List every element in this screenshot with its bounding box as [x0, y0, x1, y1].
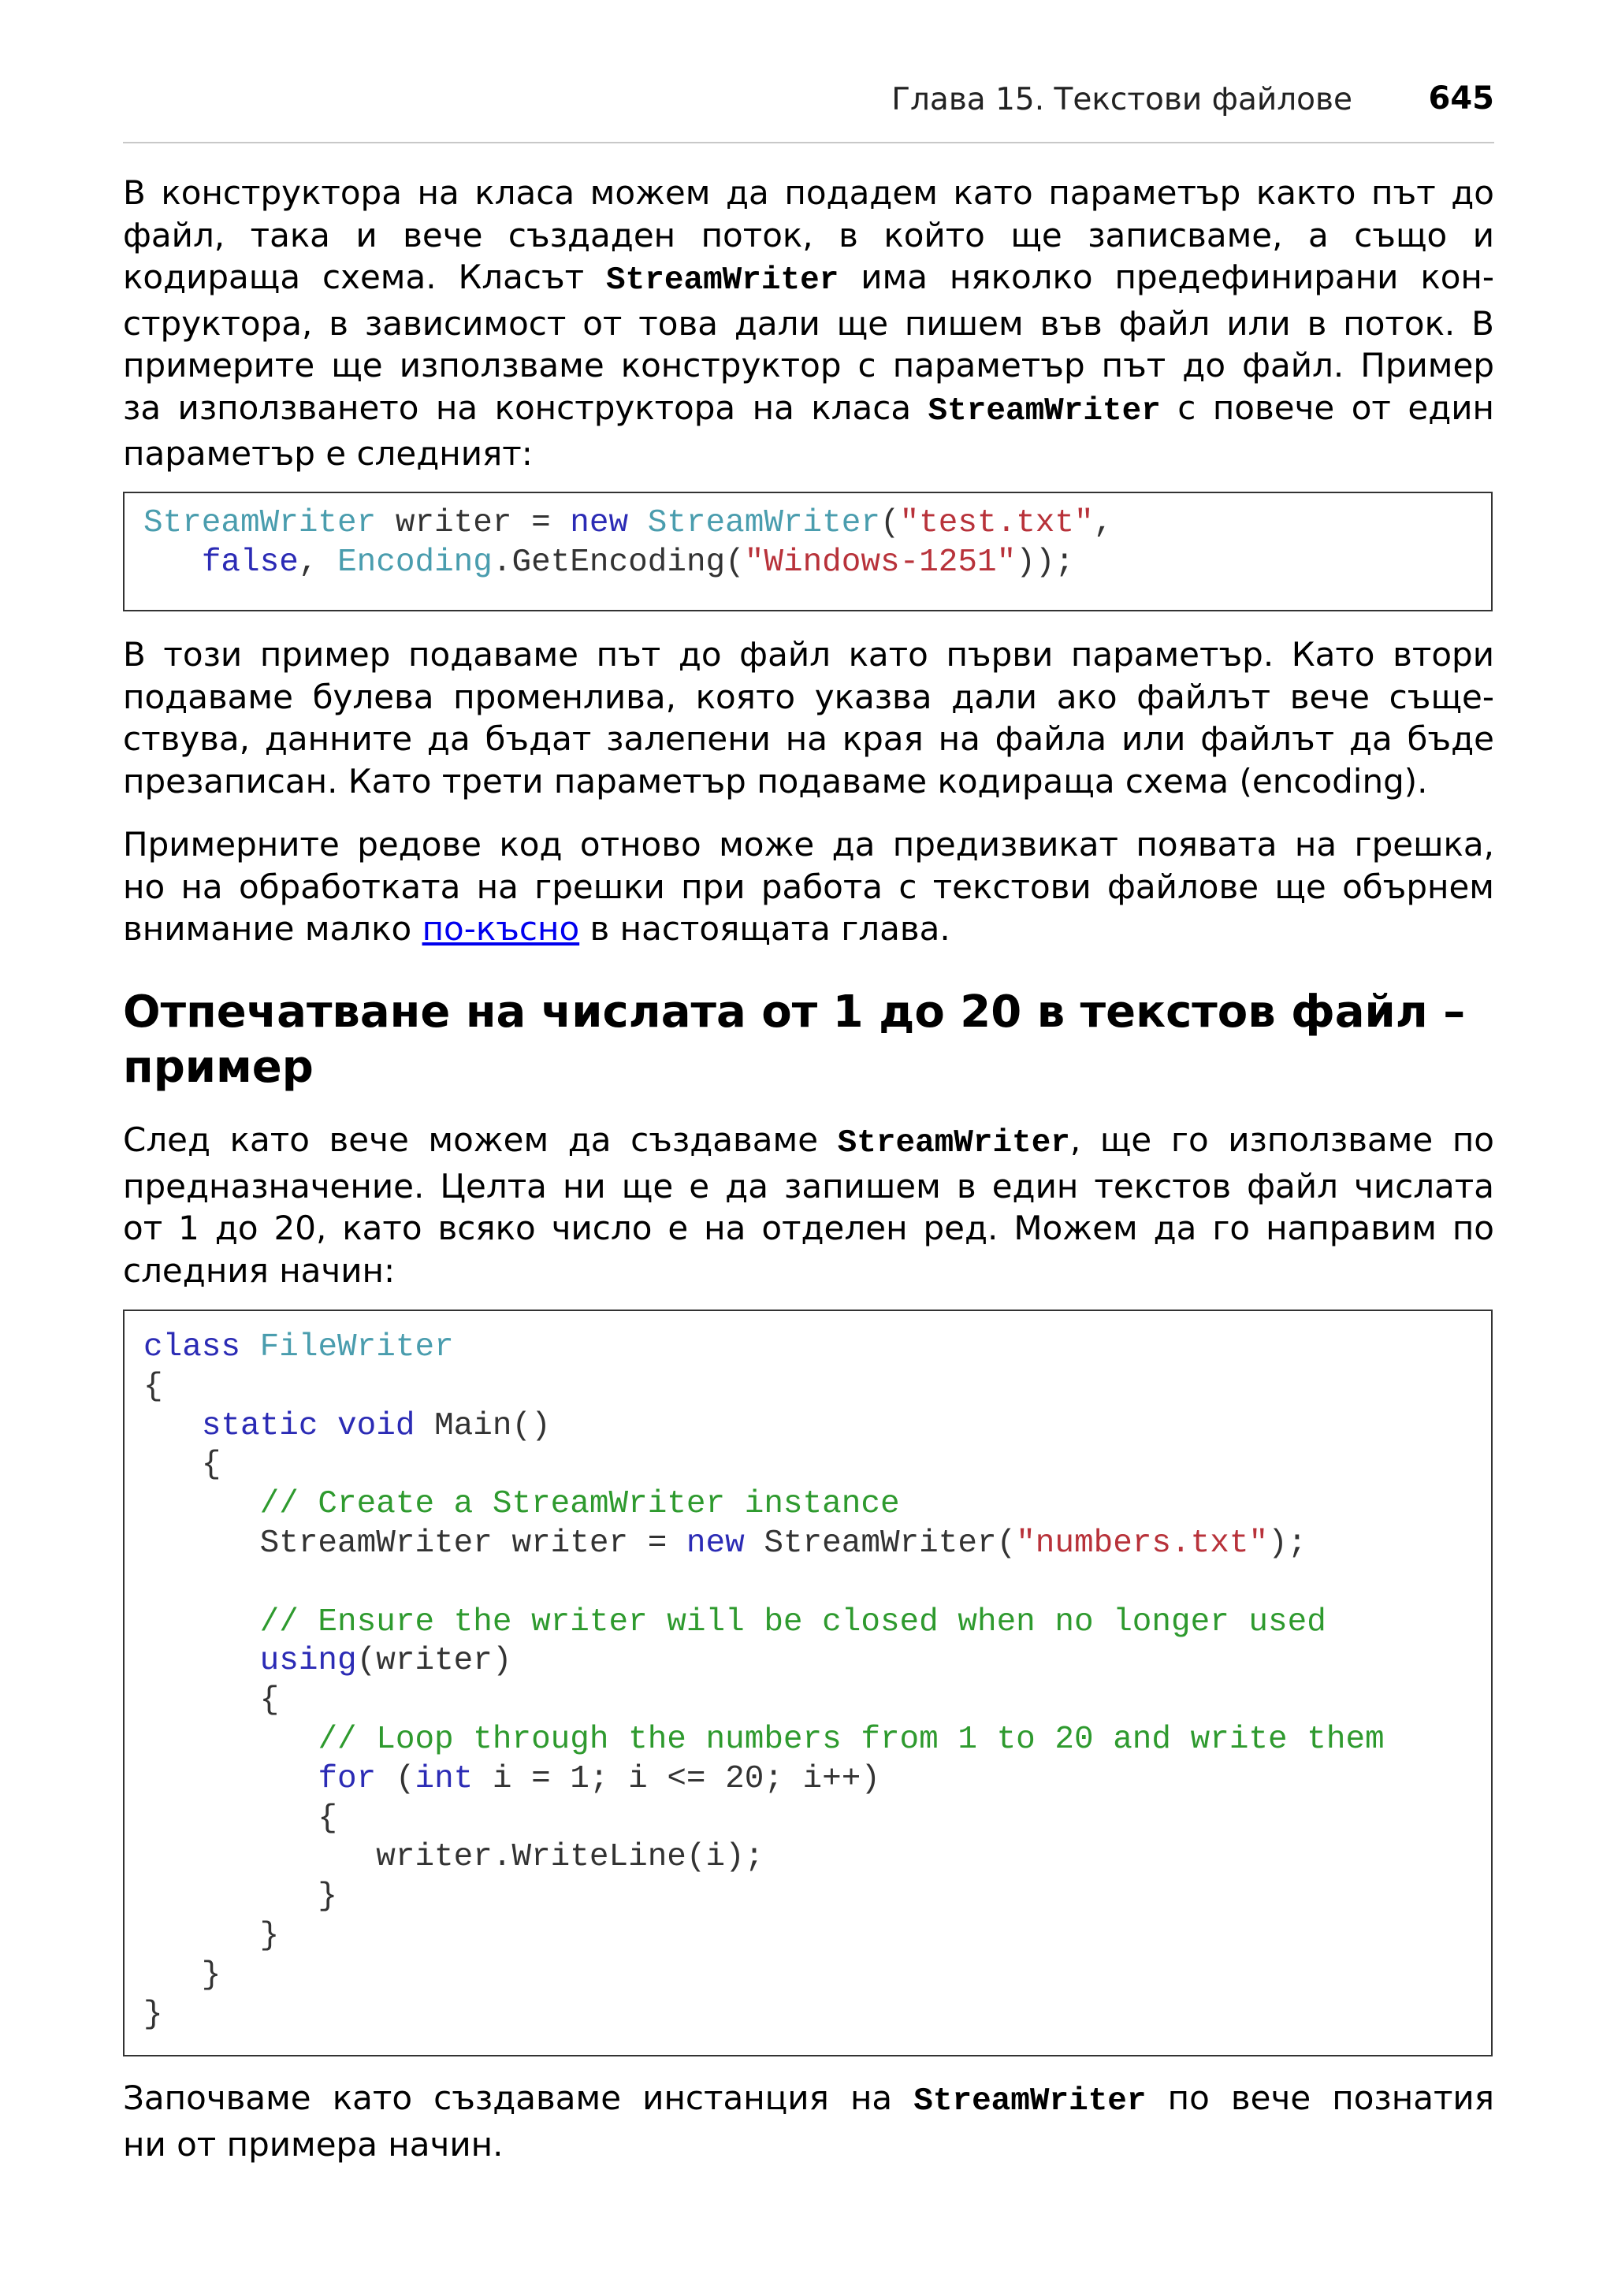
code-token: StreamWriter: [647, 505, 880, 541]
code-token: [240, 1329, 260, 1365]
text-line: ни от примера начин.: [123, 2124, 504, 2164]
code-token: using: [259, 1643, 357, 1680]
code-token: [628, 505, 648, 541]
code-token: [143, 1486, 260, 1522]
paragraph-example-explanation: [123, 633, 1494, 802]
chapter-title: Глава 15. Текстови файлове: [891, 82, 1352, 117]
code-token: Main(): [415, 1407, 551, 1444]
paragraph-constructor-intro: [123, 172, 1494, 475]
code-token: (: [376, 1760, 415, 1797]
later-section-link[interactable]: по-късно: [422, 909, 580, 948]
text-fragment: за използването на конструктора на класа: [123, 388, 928, 427]
paragraph-error-note: [123, 823, 1494, 950]
code-token: "test.txt": [899, 505, 1094, 541]
code-token: ));: [1016, 544, 1075, 581]
code-listing: [125, 493, 1491, 583]
code-token: StreamWriter: [143, 505, 377, 541]
paragraph-instance-note: [123, 2077, 1494, 2165]
code-token: }: [143, 1996, 163, 2033]
text-line: В конструктора на класа можем да подадем като параметър както път до: [123, 173, 1494, 212]
paragraph-filewriter-intro: [123, 1119, 1494, 1291]
code-token: .GetEncoding(: [492, 544, 745, 581]
code-token: }: [143, 1956, 221, 1993]
text-fragment: има няколко предефинирани кон-: [839, 258, 1495, 296]
code-token: (writer): [356, 1643, 512, 1680]
code-token: );: [1268, 1525, 1307, 1562]
text-line: параметър е следният:: [123, 434, 533, 473]
inline-code: StreamWriter: [928, 392, 1161, 429]
code-token: static: [201, 1407, 318, 1444]
text-line: от 1 до 20, като всяко число е на отделен ред. Можем да го направим по: [123, 1209, 1494, 1247]
page-number: 645: [1428, 80, 1494, 117]
text-line: файл, така и вече създаден поток, в който ще записваме, а също и: [123, 215, 1494, 254]
code-token: [143, 1722, 318, 1758]
code-token: "Windows-1251": [744, 544, 1017, 581]
text-line: Примерните редове код отново може да предизвикат появата на грешка,: [123, 825, 1494, 864]
code-token: }: [143, 1878, 338, 1915]
text-line: [123, 256, 1494, 303]
code-token: Encoding: [337, 544, 493, 581]
text-line: презаписан. Като трети параметър подаваме кодираща схема (encoding).: [123, 761, 1428, 801]
section-heading: [123, 985, 1494, 1095]
inline-code: StreamWriter: [606, 262, 839, 299]
text-line: [123, 2077, 1494, 2123]
text-line: В този пример подаваме път до файл като първи параметър. Като втори: [123, 635, 1494, 674]
text-fragment: по вече познатия: [1146, 2079, 1494, 2117]
code-token: ,: [1093, 505, 1114, 541]
code-token: FileWriter: [259, 1329, 454, 1365]
text-fragment: внимание малко: [123, 909, 422, 948]
code-token: // Create a StreamWriter instance: [259, 1486, 900, 1523]
code-token: (: [880, 505, 900, 541]
code-token: int: [415, 1760, 474, 1797]
code-token: // Ensure the writer will be closed when no longer used: [259, 1603, 1326, 1640]
code-token: void: [337, 1407, 415, 1444]
code-token: [143, 1761, 318, 1797]
text-line: но на обработката на грешки при работа с текстови файлове ще обърнем: [123, 867, 1494, 906]
inline-code: StreamWriter: [837, 1125, 1070, 1161]
code-token: i = 1; i <= 20; i++): [473, 1760, 880, 1797]
code-token: [143, 1408, 202, 1444]
text-fragment: с повече от един: [1160, 388, 1494, 427]
code-token: new: [570, 505, 629, 541]
heading-line: Отпечатване на числата от 1 до 20 в текстов файл –: [123, 986, 1466, 1038]
code-token: }: [143, 1917, 280, 1954]
text-line: [123, 1119, 1494, 1165]
text-fragment: , ще го използваме по: [1069, 1120, 1494, 1159]
code-token: ,: [298, 544, 338, 581]
code-token: new: [686, 1525, 745, 1562]
code-token: // Loop through the numbers from 1 to 20 and write them: [318, 1721, 1385, 1758]
inline-code: StreamWriter: [913, 2083, 1147, 2120]
code-token: StreamWriter(: [744, 1525, 1017, 1562]
code-token: for: [318, 1760, 377, 1797]
code-token: [318, 1408, 337, 1444]
text-line: предназначение. Целта ни ще е да запишем в един текстов файл числата: [123, 1166, 1494, 1206]
code-token: false: [201, 544, 299, 581]
code-block-constructor: [123, 492, 1493, 611]
text-fragment: в настоящата глава.: [579, 909, 950, 948]
code-token: {: [143, 1682, 280, 1719]
text-line: примерите ще използваме конструктор с параметър път до файл. Пример: [123, 346, 1494, 385]
text-fragment: кодираща схема. Класът: [123, 258, 607, 296]
code-token: [143, 544, 202, 581]
text-line: структора, в зависимост от това дали ще пишем във файл или в поток. В: [123, 303, 1494, 343]
code-token: writer =: [376, 505, 571, 541]
code-token: class: [143, 1329, 241, 1365]
code-token: [143, 1604, 260, 1640]
code-block-filewriter: [123, 1310, 1493, 2056]
code-token: StreamWriter writer =: [143, 1525, 686, 1562]
code-token: writer.WriteLine(i);: [143, 1839, 764, 1876]
heading-line: пример: [123, 1042, 314, 1093]
text-line: подаваме булева променлива, която указва дали ако файлът вече съще-: [123, 677, 1494, 716]
code-token: {: [143, 1447, 221, 1484]
page-header: [123, 79, 1494, 143]
code-token: [143, 1643, 260, 1679]
text-line: [123, 908, 1494, 950]
text-line: следния начин:: [123, 1250, 396, 1290]
code-listing: [125, 1311, 1491, 2034]
text-fragment: Започваме като създаваме инстанция на: [123, 2079, 914, 2117]
text-line: [123, 387, 1494, 433]
text-line: ствува, данните да бъдат залепени на края на файла или файлът да бъде: [123, 719, 1494, 758]
code-token: {: [143, 1368, 163, 1405]
text-fragment: След като вече можем да създаваме: [123, 1120, 838, 1159]
code-token: "numbers.txt": [1016, 1525, 1269, 1562]
code-token: {: [143, 1800, 338, 1837]
